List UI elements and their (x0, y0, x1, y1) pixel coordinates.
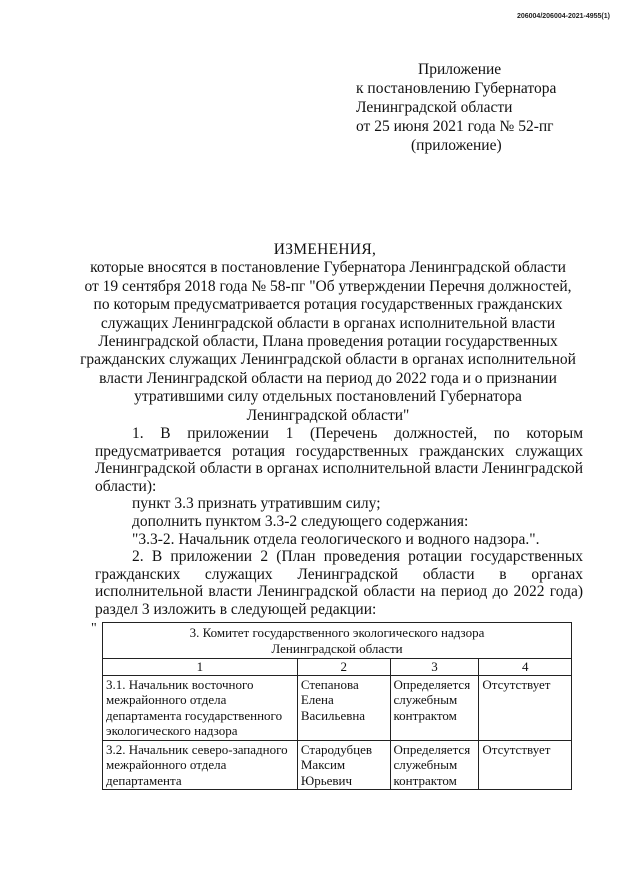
heading-line: по которым предусматривается ротация государственных гражданских (93, 296, 563, 314)
paragraph-1: 1. В приложении 1 (Перечень должностей, по которым предусматривается ротация государственных гражданских служащих Ленинградской области в органах исполнительной власти Ленинградской области): (95, 425, 583, 495)
name-cell: Степанова Елена Васильевна (297, 675, 390, 740)
heading-line: Ленинградской области" (246, 406, 410, 424)
heading-line: власти Ленинградской области на период до 2022 года и о признании (99, 369, 557, 387)
document-id: 206004/206004-2021-4955(1) (516, 13, 610, 20)
document-heading (0, 241, 640, 425)
heading-line: гражданских служащих Ленинградской области в органах исполнительной (80, 351, 576, 369)
heading-line: утратившими силу отдельных постановлений Губернатора (134, 388, 522, 406)
table-title-line: 3. Комитет государственного экологического надзора (189, 625, 485, 640)
open-quote: " (91, 621, 97, 636)
paragraph-4: "3.3-2. Начальник отдела геологического и водного надзора.". (132, 530, 540, 548)
rotation-plan-table (102, 622, 572, 790)
column-number: 1 (103, 659, 298, 676)
table-title-line: Ленинградской области (271, 640, 403, 656)
appendix-line: Приложение (418, 61, 502, 78)
heading-line: от 19 сентября 2018 года № 58-пг "Об утверждении Перечня должностей, (84, 277, 572, 295)
paragraph-3: дополнить пунктом 3.3-2 следующего содержания: (132, 512, 469, 530)
column-number: 3 (390, 659, 479, 676)
table-row (103, 675, 572, 740)
table-row (103, 740, 572, 790)
document-body (95, 425, 583, 619)
column-number: 2 (297, 659, 390, 676)
paragraph-5: 2. В приложении 2 (План проведения ротации государственных гражданских служащих Ленинградской области в органах исполнительной власти Ленинградской области на период до 2022 года) раздел 3 изложить в следующей редакции: (95, 548, 583, 618)
appendix-line: (приложение) (411, 137, 502, 154)
position-cell: 3.2. Начальник северо-западного межрайонного отдела департамента (103, 740, 298, 790)
heading-line: которые вносятся в постановление Губернатора Ленинградской области (90, 259, 566, 277)
table-title (103, 623, 572, 659)
basis-cell: Определяется служебным контрактом (390, 675, 479, 740)
status-cell: Отсутствует (479, 675, 572, 740)
heading-line: Ленинградской области, Плана проведения ротации государственных (98, 333, 558, 351)
name-cell: Стародубцев Максим Юрьевич (297, 740, 390, 790)
document-title: ИЗМЕНЕНИЯ, (273, 241, 377, 258)
appendix-line: к постановлению Губернатора (356, 80, 557, 97)
paragraph-2: пункт 3.3 признать утратившим силу; (132, 495, 381, 513)
status-cell: Отсутствует (479, 740, 572, 790)
table-number-row (103, 659, 572, 676)
basis-cell: Определяется служебным контрактом (390, 740, 479, 790)
heading-line: служащих Ленинградской области в органах исполнительной власти (100, 314, 556, 332)
position-cell: 3.1. Начальник восточного межрайонного отдела департамента государственного экологического надзора (103, 675, 298, 740)
appendix-line: Ленинградской области (356, 99, 513, 116)
appendix-line: от 25 июня 2021 года № 52-пг (356, 118, 554, 135)
table-title-row (103, 623, 572, 659)
appendix-block (0, 60, 640, 155)
column-number: 4 (479, 659, 572, 676)
